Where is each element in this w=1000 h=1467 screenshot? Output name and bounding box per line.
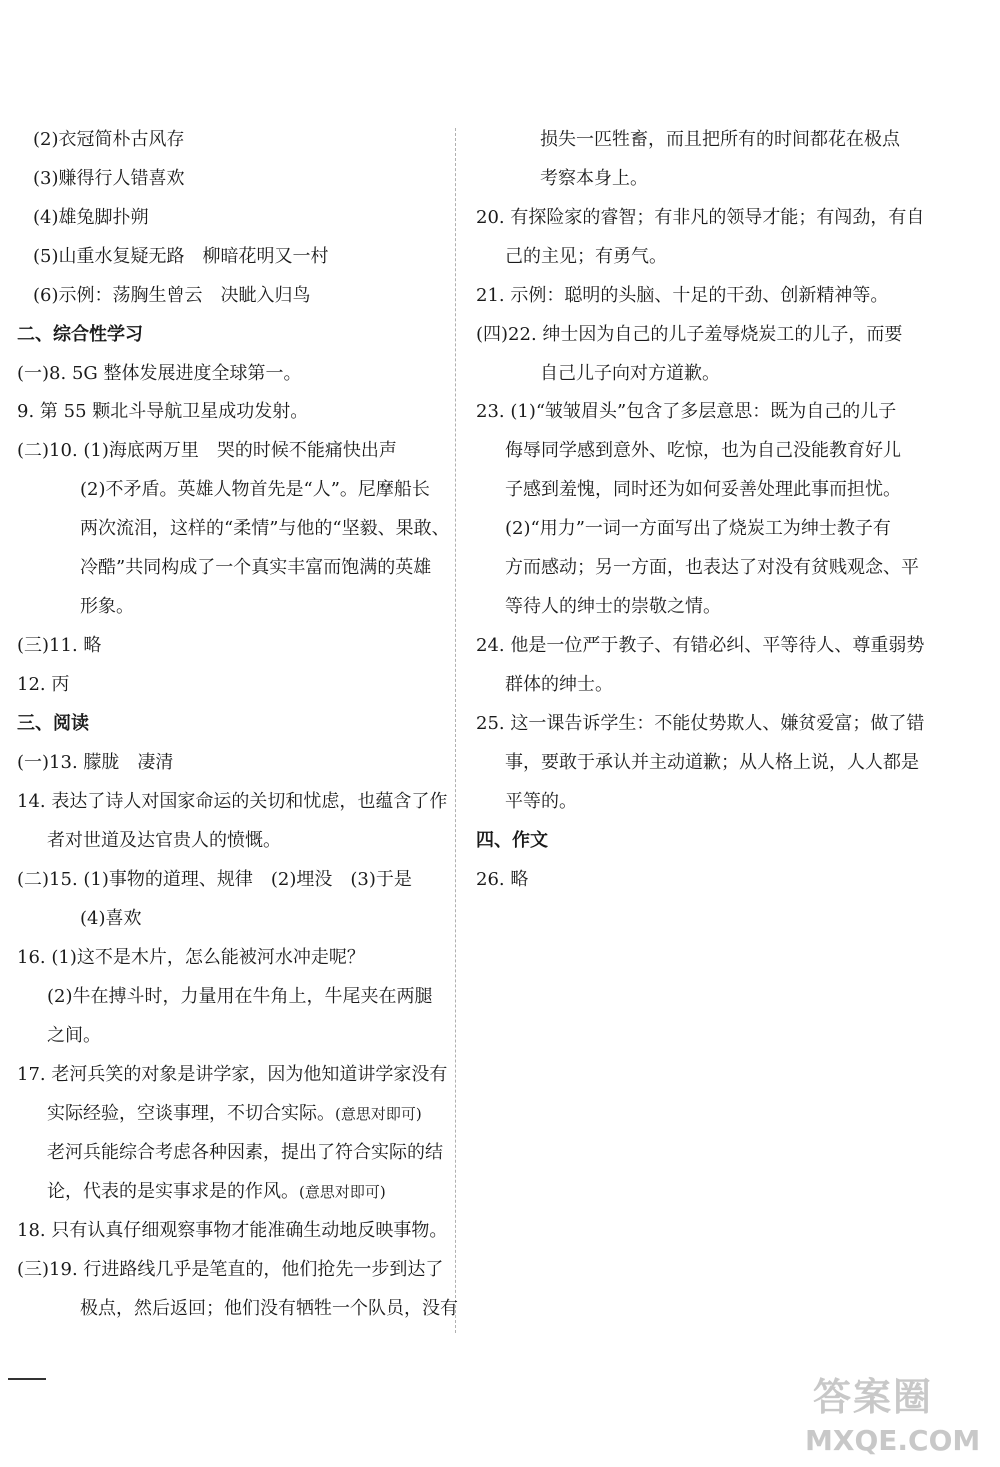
- answer-line: (一)8. 5G 整体发展进度全球第一。: [17, 363, 302, 384]
- answer-line: 方而感动；另一方面，也表达了对没有贫贱观念、平: [505, 557, 919, 578]
- answer-line: 两次流泪，这样的“柔情”与他的“坚毅、果敢、: [80, 518, 450, 539]
- answer-line: (三)19. 行进路线几乎是笔直的，他们抢先一步到达了: [17, 1259, 444, 1280]
- watermark-logo: 答案圈: [813, 1375, 934, 1419]
- answer-line: 冷酷”共同构成了一个真实丰富而饱满的英雄: [80, 557, 432, 578]
- answer-line: (二)15. (1)事物的道理、规律 (2)埋没 (3)于是: [17, 869, 412, 890]
- answer-line: 极点，然后返回；他们没有牺牲一个队员，没有: [80, 1298, 458, 1319]
- answer-line: 之间。: [47, 1025, 101, 1046]
- answer-line: (2)牛在搏斗时，力量用在牛角上，牛尾夹在两腿: [47, 986, 433, 1007]
- answer-line: (三)11. 略: [17, 635, 102, 656]
- answer-text: 实际经验，空谈事理，不切合实际。: [47, 1103, 335, 1124]
- answer-line: (5)山重水复疑无路 柳暗花明又一村: [33, 246, 329, 267]
- answer-line: 14. 表达了诗人对国家命运的关切和忧虑，也蕴含了作: [17, 791, 448, 812]
- answer-line: 26. 略: [476, 869, 529, 890]
- answer-line: (4)喜欢: [80, 908, 142, 929]
- answer-line: 25. 这一课告诉学生：不能仗势欺人、嫌贫爱富；做了错: [476, 713, 925, 734]
- answer-line: (4)雄兔脚扑朔: [33, 207, 149, 228]
- answer-line: 老河兵能综合考虑各种因素，提出了符合实际的结: [47, 1142, 443, 1163]
- answer-line: 21. 示例：聪明的头脑、十足的干劲、创新精神等。: [476, 285, 889, 306]
- answer-line: (二)10. (1)海底两万里 哭的时候不能痛快出声: [17, 440, 397, 461]
- answer-line: 侮辱同学感到意外、吃惊，也为自己没能教育好儿: [505, 440, 901, 461]
- answer-line: (一)13. 朦胧 凄清: [17, 752, 174, 773]
- answer-line: [47, 1180, 386, 1204]
- answer-line: 16. (1)这不是木片，怎么能被河水冲走呢？: [17, 947, 365, 968]
- section-heading: 二、综合性学习: [17, 324, 143, 345]
- watermark: [795, 1360, 995, 1464]
- answer-line: [47, 1102, 422, 1126]
- answer-note: (意思对即可): [299, 1183, 386, 1201]
- answer-line: 18. 只有认真仔细观察事物才能准确生动地反映事物。: [17, 1220, 448, 1241]
- answer-line: 己的主见；有勇气。: [505, 246, 667, 267]
- answer-line: 等待人的绅士的崇敬之情。: [505, 596, 721, 617]
- answer-line: 群体的绅士。: [505, 674, 613, 695]
- answer-line: 17. 老河兵笑的对象是讲学家，因为他知道讲学家没有: [17, 1064, 448, 1085]
- answer-line: 形象。: [80, 596, 134, 617]
- answer-line: 24. 他是一位严于教子、有错必纠、平等待人、尊重弱势: [476, 635, 925, 656]
- section-heading: 四、作文: [476, 830, 548, 851]
- answer-line: 20. 有探险家的睿智；有非凡的领导才能；有闯劲，有自: [476, 207, 925, 228]
- answer-line: 23. (1)“皱皱眉头”包含了多层意思：既为自己的儿子: [476, 401, 897, 422]
- answer-line: (四)22. 绅士因为自己的儿子羞辱烧炭工的儿子，而要: [476, 324, 903, 345]
- answer-line: (2)“用力”一词一方面写出了烧炭工为绅士教子有: [505, 518, 891, 539]
- answer-line: 考察本身上。: [540, 168, 648, 189]
- page-number-rule: [8, 1378, 46, 1380]
- answer-line: (3)赚得行人错喜欢: [33, 168, 185, 189]
- answer-text: 论，代表的是实事求是的作风。: [47, 1181, 299, 1202]
- answer-line: (2)不矛盾。英雄人物首先是“人”。尼摩船长: [80, 479, 430, 500]
- answer-note: (意思对即可): [335, 1105, 422, 1123]
- column-divider: [455, 128, 456, 1333]
- answer-line: (6)示例：荡胸生曾云 决眦入归鸟: [33, 285, 311, 306]
- answer-line: (2)衣冠简朴古风存: [33, 129, 185, 150]
- answer-line: 自己儿子向对方道歉。: [540, 363, 720, 384]
- answer-line: 12. 丙: [17, 674, 70, 695]
- watermark-url: MXQE.COM: [805, 1424, 981, 1457]
- answer-line: 损失一匹牲畜，而且把所有的时间都花在极点: [540, 129, 900, 150]
- answer-line: 子感到羞愧，同时还为如何妥善处理此事而担忧。: [505, 479, 901, 500]
- answer-line: 平等的。: [505, 791, 577, 812]
- answer-line: 者对世道及达官贵人的愤慨。: [47, 830, 281, 851]
- answer-line: 事，要敢于承认并主动道歉；从人格上说，人人都是: [505, 752, 919, 773]
- section-heading: 三、阅读: [17, 713, 89, 734]
- answer-line: 9. 第 55 颗北斗导航卫星成功发射。: [17, 401, 309, 422]
